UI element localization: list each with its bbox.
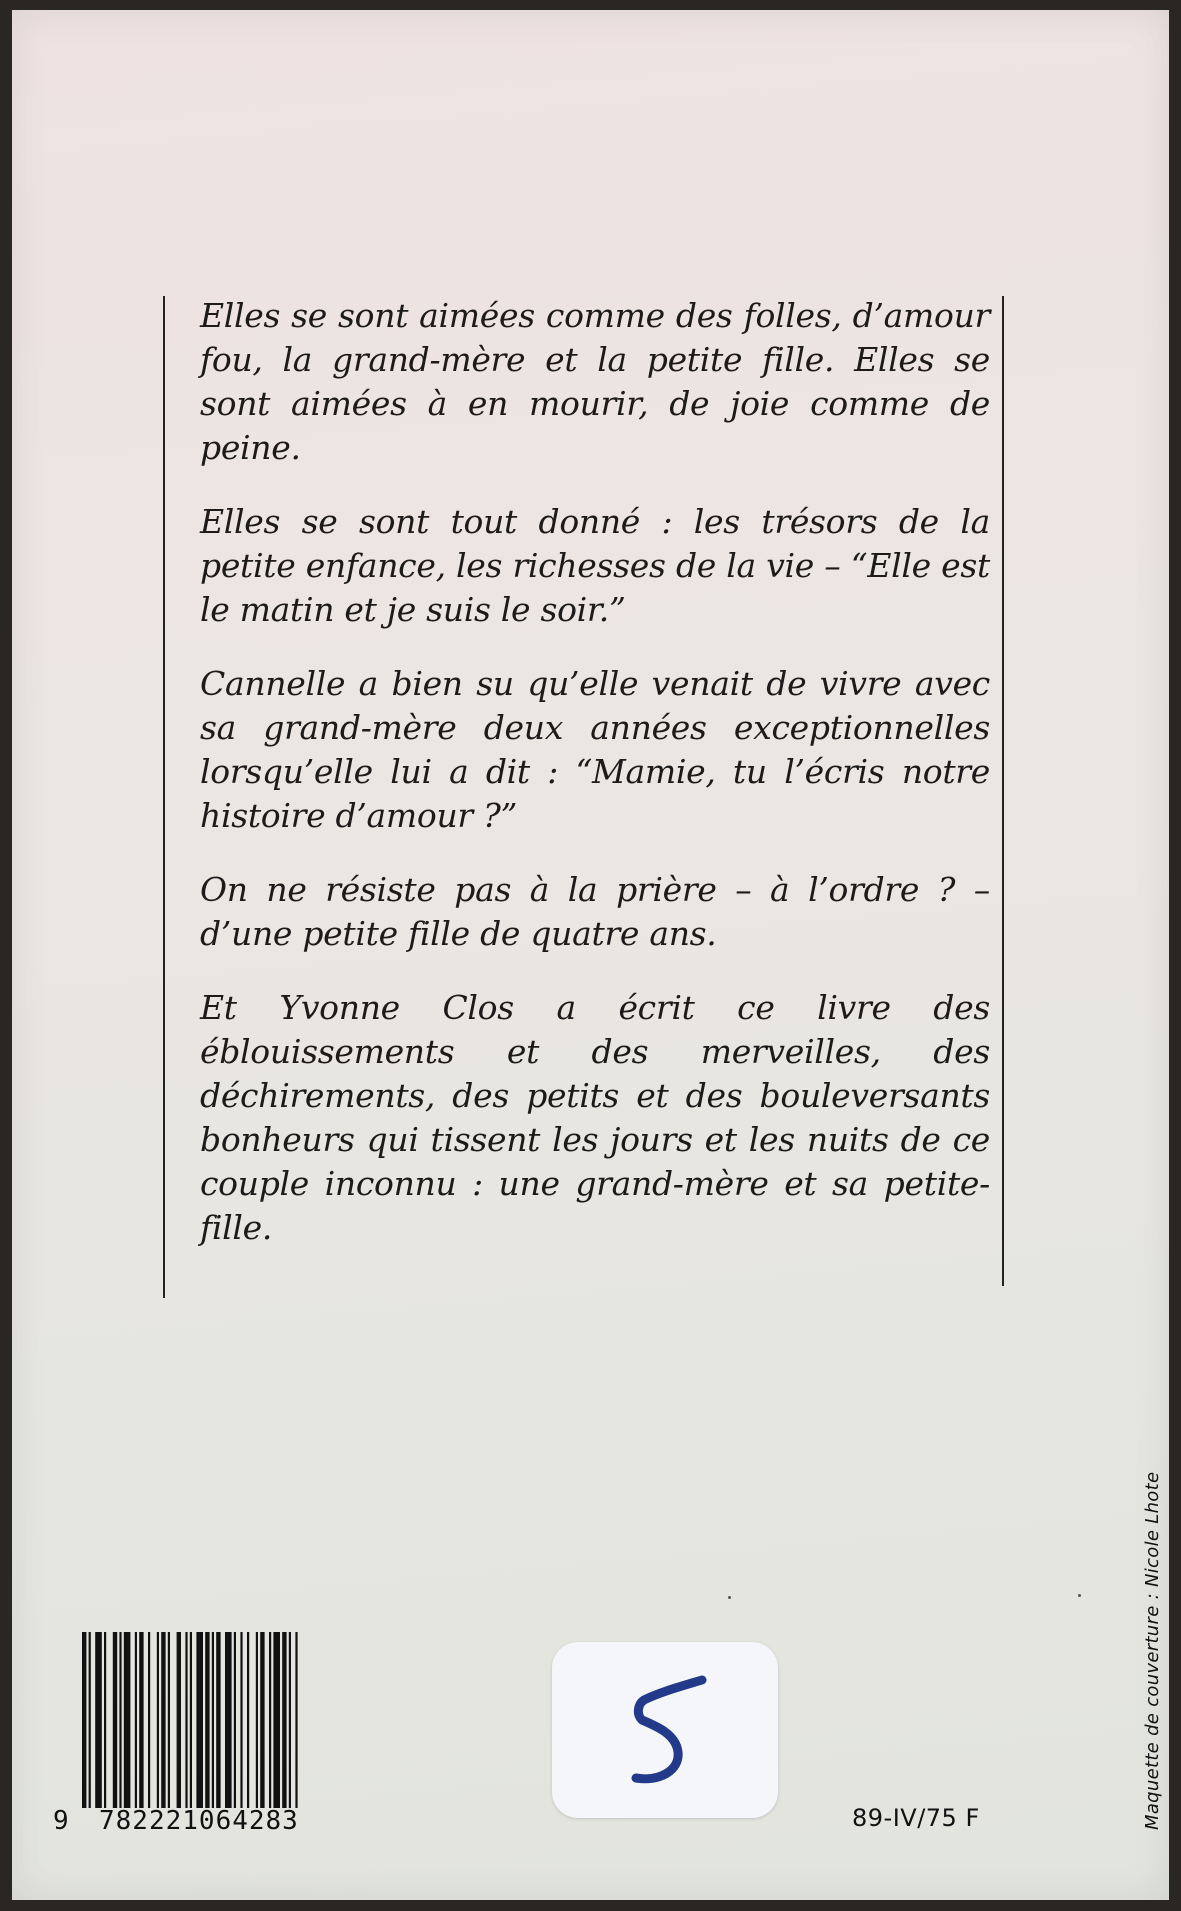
speck bbox=[1078, 1594, 1081, 1597]
blurb-text bbox=[200, 294, 990, 1280]
handwritten-5-mark bbox=[552, 1642, 778, 1818]
barcode bbox=[80, 1632, 380, 1808]
blurb-paragraph-2: Elles se sont tout donné : les trésors de la petite enfance, les richesses de la vie – “Elle est le matin et je suis le soir.” bbox=[200, 502, 990, 629]
blurb-paragraph-1: Elles se sont aimées comme des folles, d’amour fou, la grand-mère et la petite fille. Elles se sont aimées à en mourir, de joie comme de peine. bbox=[200, 296, 990, 467]
cover-design-credit: Maquette de couverture : Nicole Lhote bbox=[1142, 1471, 1163, 1830]
blurb-paragraph-5: Et Yvonne Clos a écrit ce livre des éblouissements et des merveilles, des déchirements, des petits et des bouleversants bonheurs qui tissent les jours et les nuits de ce couple inconnu : une grand-mère et sa petite-fille. bbox=[200, 988, 990, 1247]
book-back-cover bbox=[12, 10, 1169, 1900]
price-code: 89-IV/75 F bbox=[852, 1804, 980, 1832]
speck bbox=[728, 1596, 731, 1599]
left-vertical-rule bbox=[163, 296, 165, 1298]
isbn-first-digit: 9 bbox=[53, 1806, 69, 1836]
blurb-paragraph-4: On ne résiste pas à la prière – à l’ordre ? – d’une petite fille de quatre ans. bbox=[200, 870, 990, 953]
isbn-digits: 782221064283 bbox=[99, 1806, 299, 1836]
price-sticker bbox=[552, 1642, 778, 1818]
barcode-bars bbox=[80, 1632, 380, 1808]
isbn-number bbox=[53, 1806, 393, 1840]
right-vertical-rule bbox=[1002, 296, 1004, 1286]
blurb-paragraph-3: Cannelle a bien su qu’elle venait de vivre avec sa grand-mère deux années exceptionnelles lorsqu’elle lui a dit : “Mamie, tu l’écris notre histoire d’amour ?” bbox=[200, 664, 990, 835]
